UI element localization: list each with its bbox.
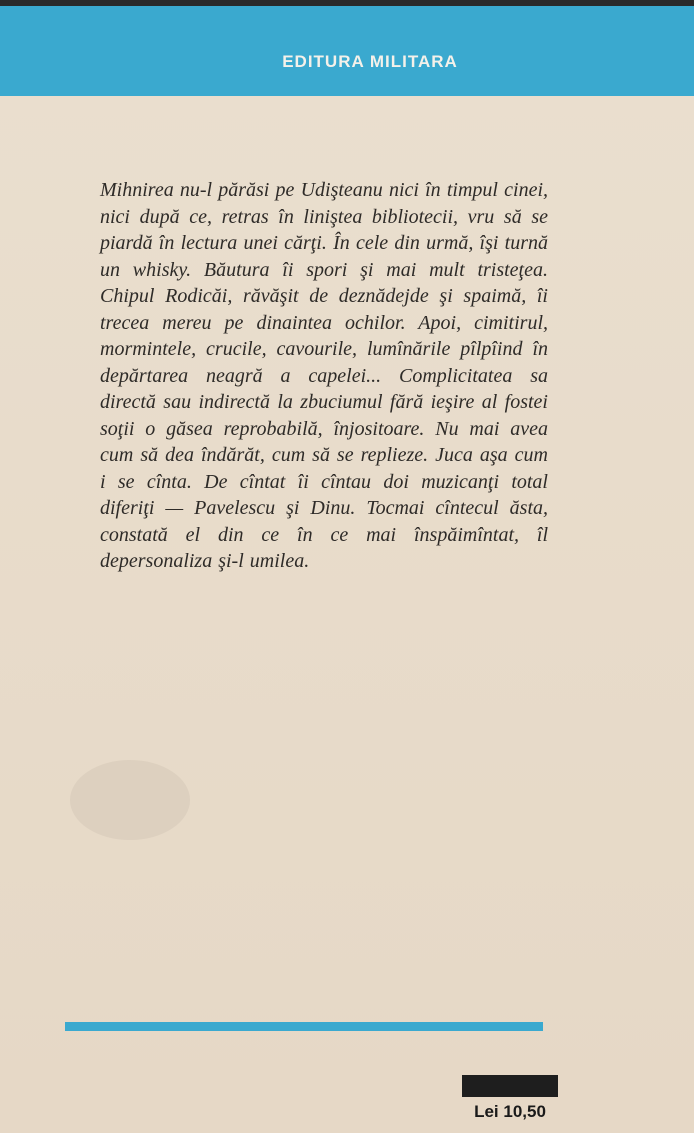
bottom-rule <box>65 1022 543 1031</box>
blurb-text: Mihnirea nu-l părăsi pe Udişteanu nici în timpul cinei, nici după ce, retras în liniştea bibliotecii, vru să se piardă în lectura unei cărţi. În cele din urmă, îşi turnă un whisky. Băutura îi spori şi mai mult tristeţea. Chipul Rodicăi, răvăşit de deznădejde şi spaimă, îi trecea mereu pe dinaintea ochilor. Apoi, cimitirul, mormintele, crucile, cavourile, lumînările pîlpîind în depărtarea neagră a capelei... Complicitatea sa directă sau indirectă la zbuciumul fără ieşire al fostei soţii o găsea reprobabilă, înjositoare. Nu mai avea cum să dea îndărăt, cum să se replieze. Juca aşa cum i se cînta. De cîntat îi cîntau doi muzicanţi total diferiţi — Pavelescu şi Dinu. Tocmai cîntecul ăsta, constată el din ce în ce mai înspăimîntat, îl depersonaliza şi-l umilea. <box>100 179 548 572</box>
publisher-name: EDITURA MILITARA <box>282 52 458 71</box>
paper-stain <box>70 760 190 840</box>
header-band <box>0 6 694 96</box>
price-label: Lei 10,50 <box>474 1102 546 1121</box>
barcode-bar <box>462 1075 558 1097</box>
